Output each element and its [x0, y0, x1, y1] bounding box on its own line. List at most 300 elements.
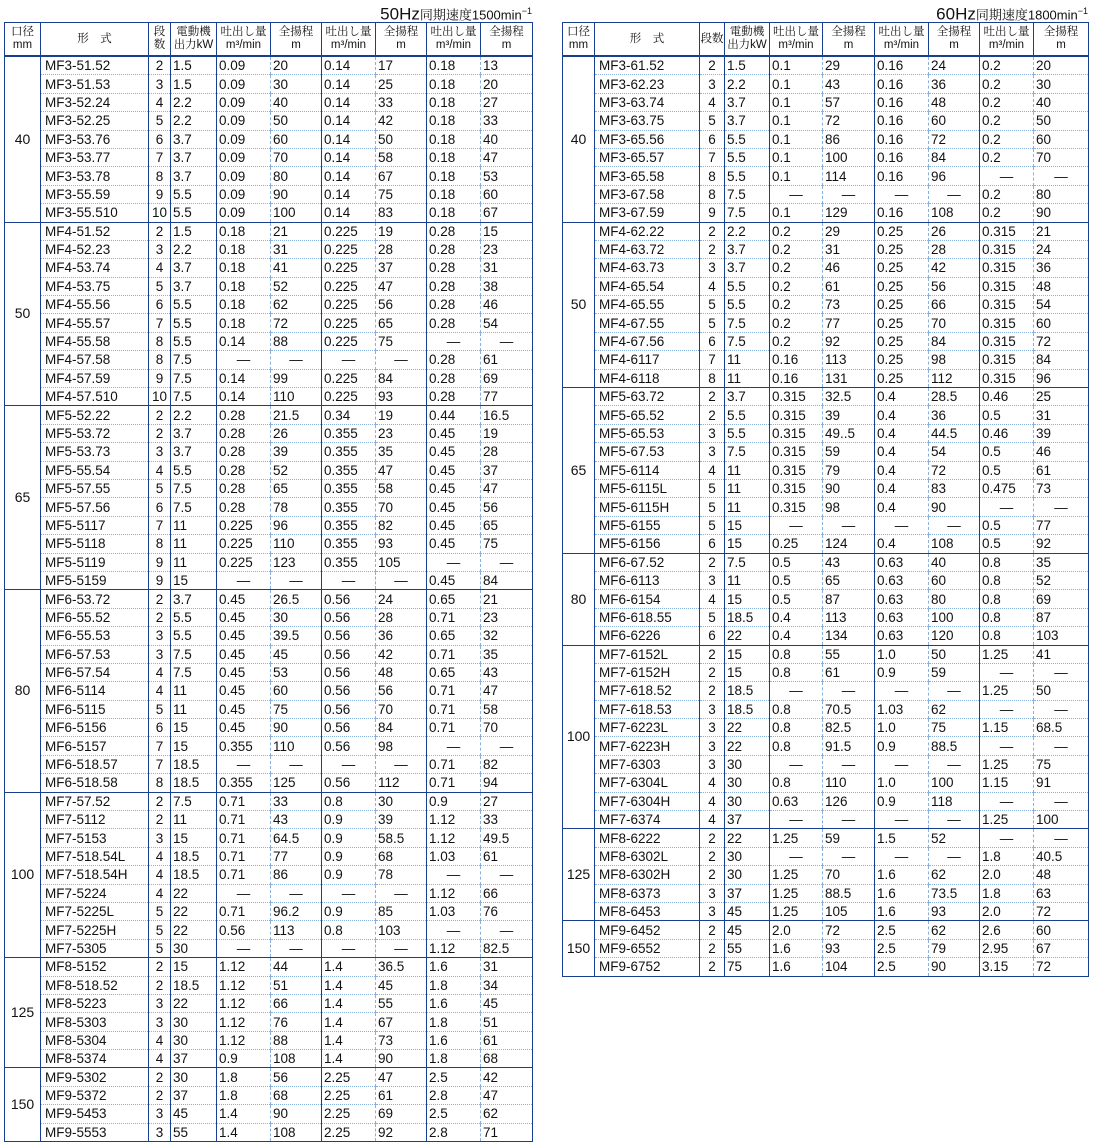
- flow-cell: 0.4: [770, 608, 823, 626]
- stages-cell: 4: [700, 93, 725, 111]
- flow-cell: 0.46: [980, 424, 1034, 442]
- flow-cell: 0.315: [980, 369, 1034, 387]
- flow-cell: 0.16: [875, 130, 929, 148]
- flow-cell: 0.355: [322, 553, 376, 571]
- flow-cell: 1.25: [770, 866, 823, 884]
- head-cell: 66: [929, 296, 980, 314]
- head-cell: 90: [929, 958, 980, 976]
- head-cell: 45: [271, 645, 322, 663]
- flow-cell: 0.45: [427, 535, 481, 553]
- head-cell: 90: [271, 185, 322, 203]
- flow-cell: 0.8: [770, 774, 823, 792]
- flow-cell: 0.8: [770, 737, 823, 755]
- head-cell: —: [823, 811, 875, 829]
- head-cell: 47: [481, 148, 533, 166]
- head-cell: 82: [376, 516, 427, 534]
- head-cell: 21: [271, 222, 322, 240]
- flow-cell: 0.56: [322, 663, 376, 681]
- stages-cell: 2: [700, 921, 725, 939]
- flow-cell: 0.25: [875, 296, 929, 314]
- flow-cell: —: [980, 737, 1034, 755]
- model-cell: MF6-5156: [41, 719, 149, 737]
- head-cell: 36: [376, 627, 427, 645]
- model-cell: MF6-618.55: [595, 608, 700, 626]
- head-cell: 75: [1034, 755, 1089, 773]
- head-cell: 96: [1034, 369, 1089, 387]
- flow-cell: 0.9: [875, 792, 929, 810]
- model-cell: MF5-67.53: [595, 443, 700, 461]
- head-cell: 99: [271, 369, 322, 387]
- head-cell: 20: [1034, 56, 1089, 75]
- flow-cell: 0.1: [770, 93, 823, 111]
- head-cell: 79: [929, 939, 980, 957]
- motor-output-cell: 30: [725, 755, 770, 773]
- motor-output-cell: 1.5: [171, 222, 217, 240]
- head-cell: 100: [1034, 811, 1089, 829]
- flow-cell: 0.45: [217, 608, 271, 626]
- table-row: [563, 130, 1089, 148]
- head-cell: 13: [481, 56, 533, 75]
- model-cell: MF7-6223H: [595, 737, 700, 755]
- flow-cell: 0.355: [322, 535, 376, 553]
- model-cell: MF5-5159: [41, 571, 149, 589]
- motor-output-cell: 22: [725, 737, 770, 755]
- table-row: [563, 259, 1089, 277]
- table-row: [5, 994, 533, 1012]
- flow-cell: —: [217, 571, 271, 589]
- motor-output-cell: 5.5: [725, 296, 770, 314]
- table-row: [5, 884, 533, 902]
- model-cell: MF6-6113: [595, 571, 700, 589]
- flow-cell: —: [322, 755, 376, 773]
- flow-cell: 0.5: [770, 571, 823, 589]
- stages-cell: 8: [700, 167, 725, 185]
- stages-cell: 4: [149, 1031, 171, 1049]
- flow-cell: 1.6: [770, 939, 823, 957]
- head-cell: 24: [929, 56, 980, 75]
- flow-cell: 0.2: [980, 93, 1034, 111]
- flow-cell: —: [980, 498, 1034, 516]
- stages-cell: 5: [700, 608, 725, 626]
- head-cell: 93: [929, 902, 980, 920]
- flow-cell: 0.65: [427, 590, 481, 608]
- flow-cell: 0.4: [875, 424, 929, 442]
- head-cell: 105: [376, 553, 427, 571]
- flow-cell: 1.4: [217, 1105, 271, 1123]
- flow-cell: 0.09: [217, 185, 271, 203]
- head-cell: 66: [481, 884, 533, 902]
- flow-cell: 0.16: [875, 148, 929, 166]
- motor-output-cell: 2.2: [171, 93, 217, 111]
- head-cell: 49..5: [823, 424, 875, 442]
- head-cell: 67: [376, 1013, 427, 1031]
- stages-cell: 4: [149, 847, 171, 865]
- head-cell: 73: [1034, 479, 1089, 497]
- head-cell: 54: [929, 443, 980, 461]
- motor-output-cell: 45: [725, 921, 770, 939]
- flow-cell: 0.4: [875, 461, 929, 479]
- model-cell: MF7-6304H: [595, 792, 700, 810]
- head-cell: 61: [481, 1031, 533, 1049]
- model-cell: MF4-55.58: [41, 332, 149, 350]
- head-cell: —: [1034, 792, 1089, 810]
- header-bore: 口径 mm: [563, 23, 595, 57]
- model-cell: MF4-53.75: [41, 277, 149, 295]
- head-cell: —: [481, 332, 533, 350]
- head-cell: 52: [929, 829, 980, 847]
- flow-cell: 0.2: [770, 222, 823, 240]
- motor-output-cell: 55: [725, 939, 770, 957]
- head-cell: 72: [823, 921, 875, 939]
- stages-cell: 3: [149, 1105, 171, 1123]
- head-cell: —: [929, 847, 980, 865]
- head-cell: 93: [376, 535, 427, 553]
- header-flow-2: 吐出し量 m³/min: [322, 23, 376, 57]
- head-cell: 129: [823, 204, 875, 222]
- table-row: [563, 700, 1089, 718]
- flow-cell: 0.56: [322, 590, 376, 608]
- flow-cell: 1.15: [980, 774, 1034, 792]
- motor-output-cell: 22: [171, 994, 217, 1012]
- model-cell: MF6-55.53: [41, 627, 149, 645]
- flow-cell: 0.71: [217, 829, 271, 847]
- flow-cell: 0.315: [980, 277, 1034, 295]
- flow-cell: 0.63: [875, 571, 929, 589]
- stages-cell: 6: [149, 130, 171, 148]
- flow-cell: 0.09: [217, 130, 271, 148]
- model-cell: MF3-67.59: [595, 204, 700, 222]
- table-row: [563, 902, 1089, 920]
- motor-output-cell: 5.5: [725, 406, 770, 424]
- head-cell: —: [823, 516, 875, 534]
- motor-output-cell: 11: [171, 553, 217, 571]
- model-cell: MF7-5225L: [41, 902, 149, 920]
- stages-cell: 9: [700, 204, 725, 222]
- flow-cell: 0.8: [770, 663, 823, 681]
- table-row: [5, 792, 533, 810]
- flow-cell: 0.1: [770, 56, 823, 75]
- model-cell: MF6-5115: [41, 700, 149, 718]
- motor-output-cell: 5.5: [725, 277, 770, 295]
- flow-cell: 0.16: [875, 112, 929, 130]
- flow-cell: 0.56: [322, 608, 376, 626]
- table-row: [5, 755, 533, 773]
- stages-cell: 2: [700, 222, 725, 240]
- head-cell: 50: [271, 112, 322, 130]
- flow-cell: 0.2: [980, 112, 1034, 130]
- stages-cell: 5: [149, 112, 171, 130]
- flow-cell: 0.09: [217, 204, 271, 222]
- head-cell: 40: [271, 93, 322, 111]
- model-cell: MF7-6304L: [595, 774, 700, 792]
- model-cell: MF9-6452: [595, 921, 700, 939]
- table-row: [563, 204, 1089, 222]
- head-cell: —: [929, 682, 980, 700]
- flow-cell: 0.25: [875, 259, 929, 277]
- table-row: [563, 369, 1089, 387]
- head-cell: 21.5: [271, 406, 322, 424]
- motor-output-cell: 7.5: [725, 332, 770, 350]
- head-cell: 42: [929, 259, 980, 277]
- flow-cell: 1.25: [980, 682, 1034, 700]
- head-cell: 105: [823, 902, 875, 920]
- head-cell: 76: [481, 902, 533, 920]
- head-cell: 51: [481, 1013, 533, 1031]
- motor-output-cell: 22: [725, 627, 770, 645]
- head-cell: 36: [929, 406, 980, 424]
- head-cell: 37: [481, 461, 533, 479]
- table-row: [563, 277, 1089, 295]
- flow-cell: —: [980, 663, 1034, 681]
- flow-cell: 2.95: [980, 939, 1034, 957]
- head-cell: 90: [271, 1105, 322, 1123]
- stages-cell: 9: [149, 571, 171, 589]
- motor-output-cell: 15: [725, 590, 770, 608]
- flow-cell: 0.355: [217, 737, 271, 755]
- stages-cell: 2: [149, 976, 171, 994]
- head-cell: 42: [376, 645, 427, 663]
- head-cell: 59: [823, 829, 875, 847]
- flow-cell: 0.09: [217, 112, 271, 130]
- head-cell: 82: [481, 755, 533, 773]
- model-cell: MF8-6222: [595, 829, 700, 847]
- stages-cell: 2: [149, 1068, 171, 1086]
- table-row: [5, 553, 533, 571]
- table-row: [5, 866, 533, 884]
- head-cell: 66: [271, 994, 322, 1012]
- stages-cell: 3: [149, 75, 171, 93]
- stages-cell: 3: [700, 719, 725, 737]
- stages-cell: 3: [700, 700, 725, 718]
- stages-cell: 6: [149, 296, 171, 314]
- head-cell: 69: [376, 1105, 427, 1123]
- model-cell: MF5-53.72: [41, 424, 149, 442]
- flow-cell: 0.14: [322, 112, 376, 130]
- stages-cell: 4: [700, 461, 725, 479]
- flow-cell: 1.12: [427, 829, 481, 847]
- head-cell: 92: [376, 1123, 427, 1141]
- table-row: [5, 130, 533, 148]
- flow-cell: 0.56: [322, 682, 376, 700]
- head-cell: 88.5: [929, 737, 980, 755]
- head-cell: 39: [376, 811, 427, 829]
- head-cell: 37: [376, 259, 427, 277]
- flow-cell: —: [875, 682, 929, 700]
- bore-cell: 150: [5, 1068, 41, 1142]
- flow-cell: 1.6: [427, 1031, 481, 1049]
- flow-cell: 1.4: [322, 1013, 376, 1031]
- head-cell: 68.5: [1034, 719, 1089, 737]
- head-cell: 28: [481, 443, 533, 461]
- head-cell: 58: [376, 148, 427, 166]
- flow-cell: 2.5: [875, 939, 929, 957]
- flow-cell: 0.8: [770, 700, 823, 718]
- flow-cell: —: [217, 884, 271, 902]
- table-row: [5, 185, 533, 203]
- stages-cell: 2: [149, 811, 171, 829]
- flow-cell: 0.18: [427, 130, 481, 148]
- model-cell: MF7-5225H: [41, 921, 149, 939]
- head-cell: 123: [271, 553, 322, 571]
- flow-cell: 0.09: [217, 167, 271, 185]
- table-row: [5, 682, 533, 700]
- head-cell: 70: [929, 314, 980, 332]
- stages-cell: 4: [149, 884, 171, 902]
- head-cell: 87: [1034, 608, 1089, 626]
- flow-cell: 1.03: [875, 700, 929, 718]
- head-cell: —: [376, 351, 427, 369]
- flow-cell: 0.14: [322, 167, 376, 185]
- table-row: [563, 535, 1089, 553]
- stages-cell: 4: [700, 590, 725, 608]
- flow-cell: 0.28: [427, 314, 481, 332]
- flow-cell: 0.475: [980, 479, 1034, 497]
- flow-cell: 1.8: [427, 1050, 481, 1068]
- head-cell: 44: [271, 958, 322, 976]
- flow-cell: —: [980, 829, 1034, 847]
- motor-output-cell: 30: [171, 1031, 217, 1049]
- head-cell: —: [271, 571, 322, 589]
- flow-cell: 1.0: [875, 645, 929, 663]
- flow-cell: 0.5: [980, 443, 1034, 461]
- head-cell: 47: [481, 682, 533, 700]
- head-cell: 72: [823, 112, 875, 130]
- stages-cell: 9: [149, 553, 171, 571]
- head-cell: 35: [1034, 553, 1089, 571]
- table-row: [5, 1031, 533, 1049]
- flow-cell: 2.8: [427, 1086, 481, 1104]
- motor-output-cell: 15: [171, 737, 217, 755]
- motor-output-cell: 18.5: [171, 774, 217, 792]
- stages-cell: 8: [700, 369, 725, 387]
- model-cell: MF7-6303: [595, 755, 700, 773]
- header-motor-output: 電動機 出力kW: [171, 23, 217, 57]
- model-cell: MF4-6118: [595, 369, 700, 387]
- flow-cell: 1.25: [770, 902, 823, 920]
- head-cell: 58: [481, 700, 533, 718]
- table-row: [5, 75, 533, 93]
- head-cell: 61: [481, 847, 533, 865]
- stages-cell: 3: [149, 645, 171, 663]
- head-cell: 29: [823, 222, 875, 240]
- stages-cell: 3: [700, 75, 725, 93]
- table-row: [5, 700, 533, 718]
- motor-output-cell: 7.5: [171, 369, 217, 387]
- head-cell: 31: [823, 240, 875, 258]
- stages-cell: 9: [149, 369, 171, 387]
- head-cell: 100: [929, 608, 980, 626]
- flow-cell: 0.4: [875, 498, 929, 516]
- head-cell: 52: [271, 277, 322, 295]
- flow-cell: 0.09: [217, 75, 271, 93]
- flow-cell: 1.12: [427, 939, 481, 957]
- flow-cell: 0.8: [322, 792, 376, 810]
- flow-cell: 0.28: [427, 388, 481, 406]
- head-cell: 29: [823, 56, 875, 75]
- motor-output-cell: 5.5: [171, 608, 217, 626]
- motor-output-cell: 3.7: [171, 148, 217, 166]
- flow-cell: 0.18: [217, 277, 271, 295]
- stages-cell: 2: [700, 645, 725, 663]
- head-cell: —: [823, 847, 875, 865]
- flow-cell: 2.5: [427, 1068, 481, 1086]
- model-cell: MF5-65.53: [595, 424, 700, 442]
- head-cell: 73: [823, 296, 875, 314]
- head-cell: 19: [481, 424, 533, 442]
- head-cell: 72: [271, 314, 322, 332]
- head-cell: 59: [929, 663, 980, 681]
- flow-cell: 0.18: [217, 259, 271, 277]
- model-cell: MF4-6117: [595, 351, 700, 369]
- flow-cell: 0.18: [217, 240, 271, 258]
- flow-cell: 0.16: [875, 93, 929, 111]
- flow-cell: 3.15: [980, 958, 1034, 976]
- table-row: [563, 627, 1089, 645]
- table-row: [5, 535, 533, 553]
- table-row: [563, 388, 1089, 406]
- flow-cell: 1.8: [427, 1013, 481, 1031]
- motor-output-cell: 30: [171, 939, 217, 957]
- flow-cell: 0.28: [427, 259, 481, 277]
- stages-cell: 3: [700, 737, 725, 755]
- model-cell: MF3-65.58: [595, 167, 700, 185]
- head-cell: 72: [929, 130, 980, 148]
- head-cell: 46: [823, 259, 875, 277]
- bore-cell: 65: [563, 388, 595, 554]
- head-cell: —: [823, 755, 875, 773]
- flow-cell: 0.2: [770, 314, 823, 332]
- model-cell: MF3-53.76: [41, 130, 149, 148]
- head-cell: 72: [929, 461, 980, 479]
- model-cell: MF8-5304: [41, 1031, 149, 1049]
- head-cell: 43: [823, 553, 875, 571]
- header-head-1: 全揚程 m: [823, 23, 875, 57]
- head-cell: 110: [271, 737, 322, 755]
- table-row: [5, 1050, 533, 1068]
- caption-50hz: [4, 0, 532, 22]
- motor-output-cell: 5.5: [171, 461, 217, 479]
- head-cell: 79: [823, 461, 875, 479]
- motor-output-cell: 22: [725, 719, 770, 737]
- stages-cell: 3: [700, 884, 725, 902]
- head-cell: 93: [823, 939, 875, 957]
- head-cell: —: [481, 866, 533, 884]
- motor-output-cell: 15: [171, 829, 217, 847]
- flow-cell: 1.6: [770, 958, 823, 976]
- flow-cell: 0.18: [427, 56, 481, 75]
- header-head-3: 全揚程 m: [1034, 23, 1089, 57]
- flow-cell: 0.16: [875, 56, 929, 75]
- stages-cell: 2: [700, 847, 725, 865]
- stages-cell: 5: [149, 921, 171, 939]
- motor-output-cell: 55: [171, 1123, 217, 1141]
- head-cell: 52: [1034, 571, 1089, 589]
- head-cell: 35: [376, 443, 427, 461]
- model-cell: MF4-57.510: [41, 388, 149, 406]
- flow-cell: 0.315: [770, 443, 823, 461]
- motor-output-cell: 3.7: [171, 277, 217, 295]
- flow-cell: —: [427, 921, 481, 939]
- flow-cell: —: [875, 185, 929, 203]
- flow-cell: 0.8: [980, 590, 1034, 608]
- flow-cell: 0.2: [980, 75, 1034, 93]
- flow-cell: 0.2: [980, 130, 1034, 148]
- flow-cell: 0.45: [217, 719, 271, 737]
- flow-cell: 0.25: [875, 314, 929, 332]
- flow-cell: 0.8: [980, 571, 1034, 589]
- head-cell: —: [929, 755, 980, 773]
- model-cell: MF3-62.23: [595, 75, 700, 93]
